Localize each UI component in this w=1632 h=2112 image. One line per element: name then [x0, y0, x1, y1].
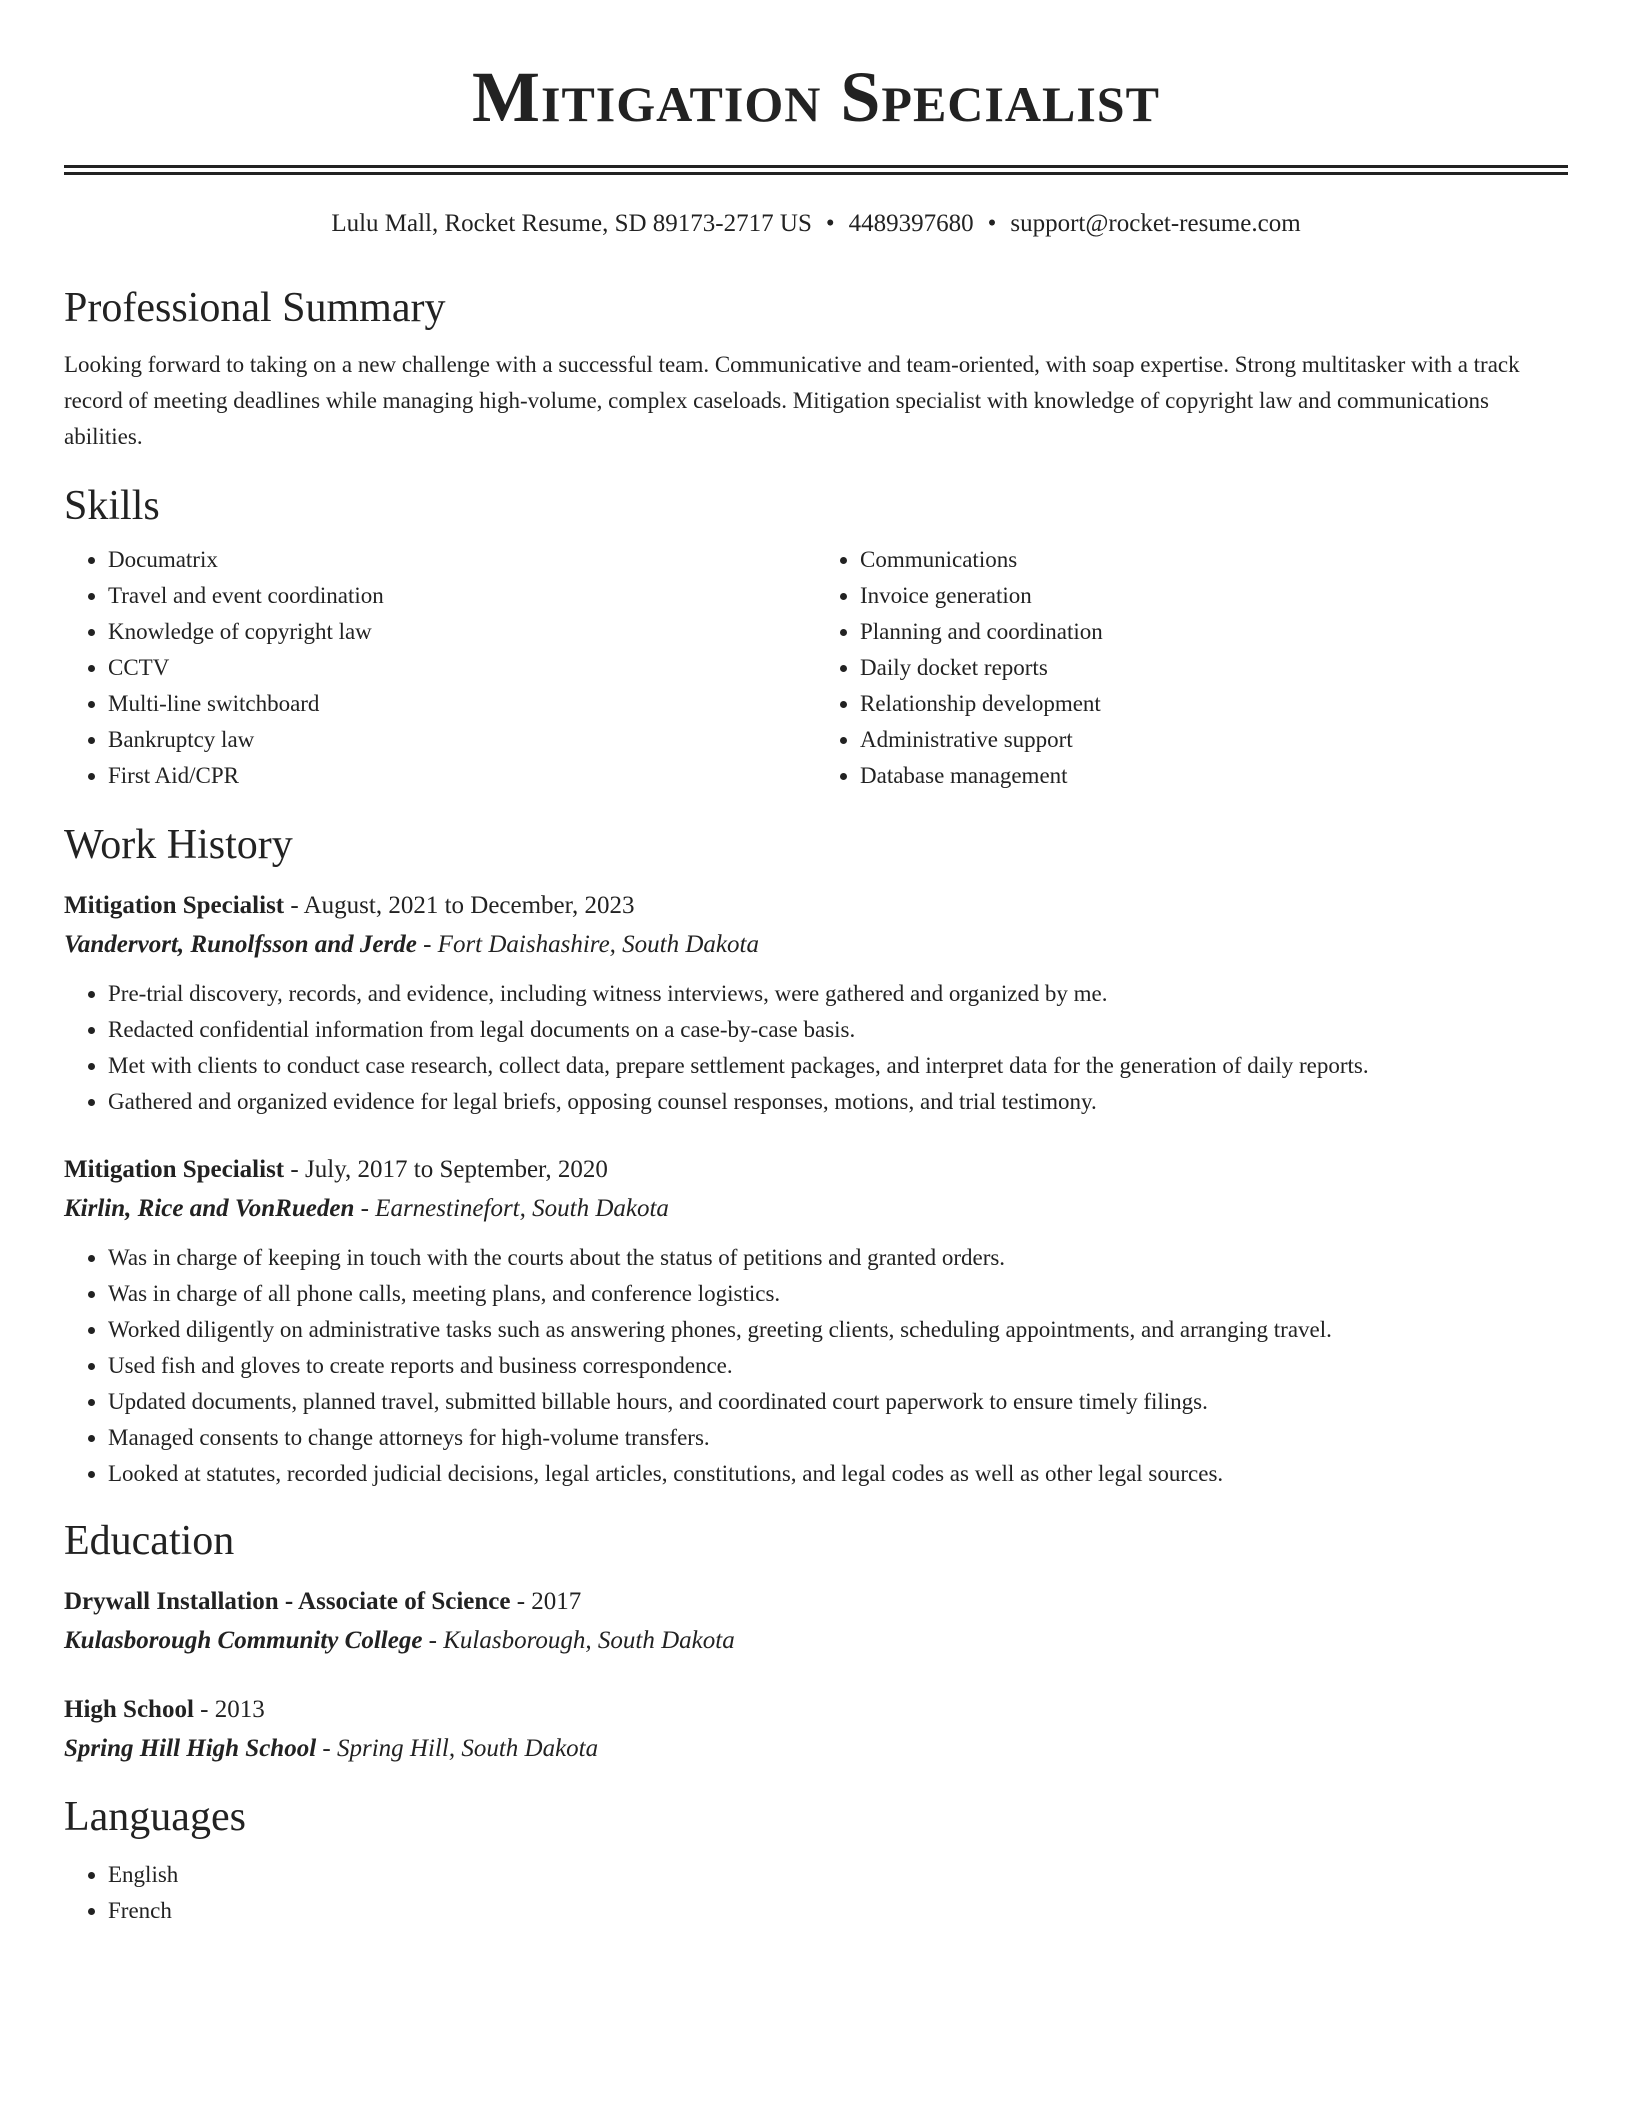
job-bullet: • Met with clients to conduct case research, collect data, prepare settlement packages, and interpret data for the generation of daily reports.	[108, 1048, 1568, 1084]
section-title-summary: Professional Summary	[64, 284, 446, 331]
header-double-rule	[64, 165, 1568, 175]
education-year: - 2017	[510, 1588, 582, 1616]
contact-line	[64, 209, 1568, 239]
skill-item: • Multi-line switchboard	[108, 686, 816, 722]
job-bullet: • Used fish and gloves to create reports and business correspondence.	[108, 1348, 1568, 1384]
language-item: • English	[108, 1857, 1568, 1893]
summary-text: Looking forward to taking on a new challenge with a successful team. Communicative and team-oriented, with soap expertise. Strong multitasker with a track record of meeting deadlines while managing high-volume, complex caseloads. Mitigation specialist with knowledge of copyright law and communications abilities.	[64, 352, 1520, 450]
education-location: - Spring Hill, South Dakota	[316, 1735, 599, 1763]
contact-email: support@rocket-resume.com	[1010, 209, 1301, 237]
job-role: Mitigation Specialist	[64, 1155, 285, 1183]
skill-item: • CCTV	[108, 650, 816, 686]
skill-item: • Invoice generation	[860, 578, 1568, 614]
job-company: Vandervort, Runolfsson and Jerde	[64, 930, 417, 958]
skill-item: • Planning and coordination	[860, 614, 1568, 650]
education-entry	[64, 1582, 1568, 1660]
languages-list	[64, 1857, 1568, 1929]
job-bullet: • Pre-trial discovery, records, and evidence, including witness interviews, were gathered and organized by me.	[108, 976, 1568, 1012]
section-title-skills: Skills	[64, 483, 160, 530]
education-location: - Kulasborough, South Dakota	[422, 1627, 735, 1655]
education-entry	[64, 1690, 1568, 1768]
skills-list-left	[64, 542, 816, 794]
job-dates: - August, 2021 to December, 2023	[284, 891, 635, 919]
job-bullets	[64, 976, 1568, 1120]
contact-separator: •	[825, 209, 835, 237]
skill-item: • Communications	[860, 542, 1568, 578]
job-bullet: • Worked diligently on administrative tasks such as answering phones, greeting clients, scheduling appointments, and arranging travel.	[108, 1312, 1568, 1348]
skill-item: • Bankruptcy law	[108, 722, 816, 758]
skill-item: • Travel and event coordination	[108, 578, 816, 614]
resume-name: Mitigation Specialist	[472, 57, 1160, 137]
job-bullet: • Redacted confidential information from legal documents on a case-by-case basis.	[108, 1012, 1568, 1048]
skill-item: • First Aid/CPR	[108, 758, 816, 794]
skill-item: • Database management	[860, 758, 1568, 794]
education-school: Kulasborough Community College	[64, 1627, 423, 1655]
contact-address: Lulu Mall, Rocket Resume, SD 89173-2717 US	[331, 209, 812, 237]
job-bullets	[64, 1240, 1568, 1492]
skill-item: • Administrative support	[860, 722, 1568, 758]
contact-phone: 4489397680	[848, 209, 974, 237]
education-year: - 2013	[193, 1696, 265, 1724]
job-bullet: • Managed consents to change attorneys for high-volume transfers.	[108, 1420, 1568, 1456]
skill-item: • Relationship development	[860, 686, 1568, 722]
job-company: Kirlin, Rice and VonRueden	[64, 1194, 355, 1222]
job-dates: - July, 2017 to September, 2020	[284, 1155, 608, 1183]
job-location: - Fort Daishashire, South Dakota	[416, 930, 759, 958]
skill-item: • Daily docket reports	[860, 650, 1568, 686]
job-bullet: • Was in charge of keeping in touch with the courts about the status of petitions and granted orders.	[108, 1240, 1568, 1276]
job-location: - Earnestinefort, South Dakota	[354, 1194, 669, 1222]
section-title-languages: Languages	[64, 1794, 246, 1841]
skills-list-right	[816, 542, 1568, 794]
language-item: • French	[108, 1893, 1568, 1929]
job-bullet: • Gathered and organized evidence for legal briefs, opposing counsel responses, motions, and trial testimony.	[108, 1084, 1568, 1120]
skills-columns	[64, 542, 1568, 794]
section-title-work: Work History	[64, 821, 293, 868]
job-bullet: • Looked at statutes, recorded judicial decisions, legal articles, constitutions, and legal codes as well as other legal sources.	[108, 1456, 1568, 1492]
skill-item: • Knowledge of copyright law	[108, 614, 816, 650]
section-title-education: Education	[64, 1517, 235, 1564]
job-bullet: • Updated documents, planned travel, submitted billable hours, and coordinated court paperwork to ensure timely filings.	[108, 1384, 1568, 1420]
job-role: Mitigation Specialist	[64, 891, 285, 919]
job-entry	[64, 1150, 1568, 1492]
job-entry	[64, 886, 1568, 1120]
education-degree: Drywall Installation - Associate of Science	[64, 1588, 511, 1616]
education-degree: High School	[64, 1696, 194, 1724]
job-bullet: • Was in charge of all phone calls, meeting plans, and conference logistics.	[108, 1276, 1568, 1312]
skill-item: • Documatrix	[108, 542, 816, 578]
education-school: Spring Hill High School	[64, 1735, 317, 1763]
contact-separator: •	[987, 209, 997, 237]
